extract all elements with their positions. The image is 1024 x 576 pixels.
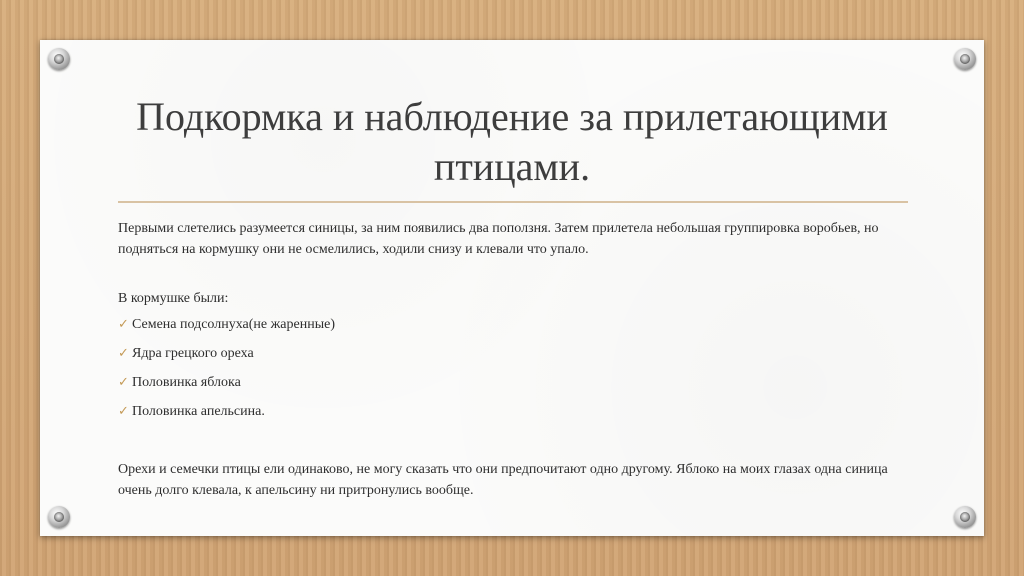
list-item-label: Половинка яблока — [132, 375, 241, 390]
pin-icon — [48, 506, 70, 528]
list-item-label: Ядра грецкого ореха — [132, 346, 254, 361]
slide-title: Подкормка и наблюдение за прилетающими птицами. — [136, 94, 888, 189]
list-item — [118, 401, 908, 430]
list-item — [118, 343, 908, 372]
title-divider — [118, 201, 908, 203]
check-icon: ✓ — [118, 317, 129, 332]
list-item-label: Половинка апельсина. — [132, 404, 265, 419]
slide-body — [118, 218, 908, 501]
check-icon: ✓ — [118, 375, 129, 390]
conclusion-paragraph: Орехи и семечки птицы ели одинаково, не могу сказать что они предпочитают одно другому. Яблоко на моих глазах одна синица очень долго клевала, к апельсину ни притронулись вообще. — [118, 462, 888, 498]
pin-icon — [954, 48, 976, 70]
list-heading: В кормушке были: — [118, 291, 229, 306]
check-icon: ✓ — [118, 346, 129, 361]
pin-icon — [48, 48, 70, 70]
feeder-contents-list — [118, 314, 908, 430]
slide-card — [40, 40, 984, 536]
list-item-label: Семена подсолнуха(не жаренные) — [132, 317, 335, 332]
intro-paragraph: Первыми слетелись разумеется синицы, за ним появились два поползня. Затем прилетела небольшая группировка воробьев, но подняться на кормушку они не осмелились, ходили снизу и клевали что упало. — [118, 221, 879, 257]
pin-icon — [954, 506, 976, 528]
check-icon: ✓ — [118, 404, 129, 419]
list-item — [118, 372, 908, 401]
list-item — [118, 314, 908, 343]
